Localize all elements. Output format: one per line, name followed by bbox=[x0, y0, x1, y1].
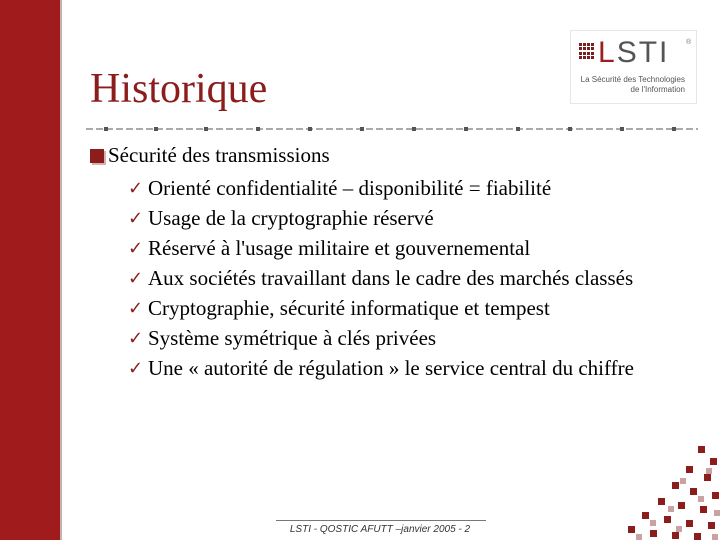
logo-tagline bbox=[577, 75, 685, 95]
logo-tagline-line1: La Sécurité des Technologies bbox=[580, 75, 685, 84]
bullet-item bbox=[128, 206, 660, 231]
bullet-item bbox=[128, 176, 660, 201]
decorative-squares-pattern bbox=[580, 440, 720, 540]
logo-tagline-line2: de l'Information bbox=[630, 85, 685, 94]
lsti-logo bbox=[570, 30, 697, 104]
checkmark-icon: ✓ bbox=[128, 208, 144, 230]
sidebar-edge bbox=[60, 0, 62, 540]
bullet-item bbox=[128, 356, 660, 381]
bullet-item bbox=[128, 326, 660, 351]
bullet-level1 bbox=[90, 143, 660, 168]
bullet-item bbox=[128, 296, 660, 321]
bullet-item-text: Cryptographie, sécurité informatique et tempest bbox=[148, 296, 550, 321]
slide-footer: LSTI - QOSTIC AFUTT –janvier 2005 - 2 bbox=[289, 524, 471, 535]
bullet-item-text: Aux sociétés travaillant dans le cadre des marchés classés bbox=[148, 266, 634, 291]
checkmark-icon: ✓ bbox=[128, 358, 144, 380]
square-bullet-icon bbox=[90, 149, 104, 163]
slide-title: Historique bbox=[90, 66, 268, 112]
bullet-item-text: Usage de la cryptographie réservé bbox=[148, 206, 434, 231]
logo-wordmark-prefix: L bbox=[598, 36, 617, 69]
bullet-item-text: Orienté confidentialité – disponibilité = fiabilité bbox=[148, 176, 552, 201]
checkmark-icon: ✓ bbox=[128, 328, 144, 350]
bullet-item bbox=[128, 236, 660, 261]
slide-body bbox=[90, 143, 660, 386]
checkmark-icon: ✓ bbox=[128, 238, 144, 260]
logo-wordmark-rest: STI bbox=[616, 36, 670, 69]
bullet-item-text: Réservé à l'usage militaire et gouvernemental bbox=[148, 236, 531, 261]
logo-registered-mark: ® bbox=[686, 39, 692, 46]
checkmark-icon: ✓ bbox=[128, 268, 144, 290]
bullet-level1-text: Sécurité des transmissions bbox=[108, 143, 330, 167]
logo-wordmark bbox=[598, 36, 669, 70]
left-sidebar-band bbox=[0, 0, 60, 540]
bullet-item bbox=[128, 266, 660, 291]
checkmark-icon: ✓ bbox=[128, 298, 144, 320]
checkmark-icon: ✓ bbox=[128, 178, 144, 200]
title-dashed-rule bbox=[86, 125, 698, 133]
bullet-item-text: Une « autorité de régulation » le service central du chiffre bbox=[148, 356, 634, 381]
logo-grid-icon bbox=[579, 43, 595, 59]
footer-rule bbox=[276, 520, 486, 521]
bullet-item-text: Système symétrique à clés privées bbox=[148, 326, 437, 351]
